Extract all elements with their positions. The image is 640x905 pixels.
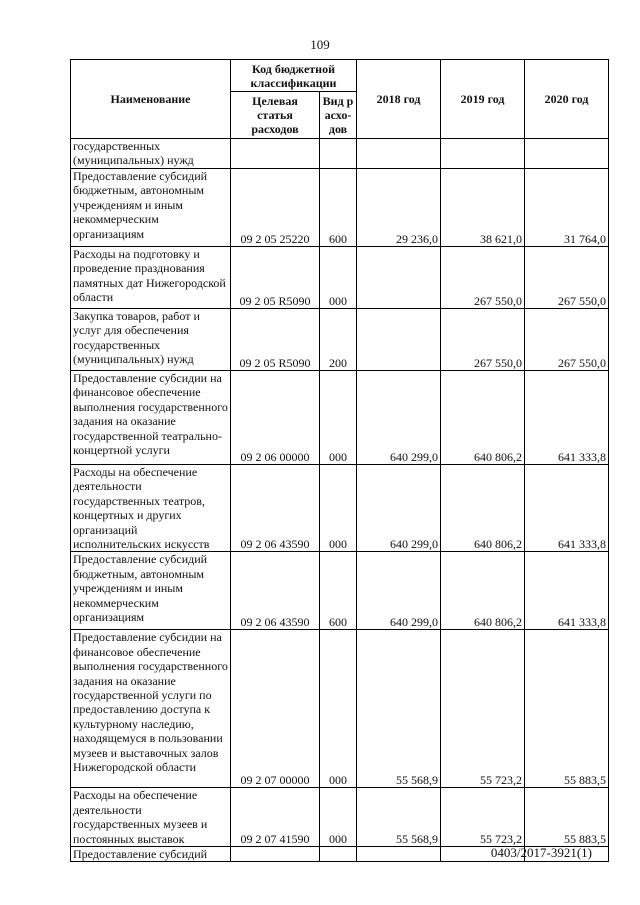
row-expense-type [320, 847, 357, 862]
row-value-2018: 640 299,0 [357, 552, 441, 630]
row-value-2018: 640 299,0 [357, 371, 441, 465]
row-value-2018 [357, 139, 441, 169]
table-row [71, 247, 609, 309]
row-value-2020: 267 550,0 [525, 309, 609, 371]
row-name: Предоставление субсидии на финансовое обеспечение выполнения государственного задания на оказание государственной услуги по предоставлению доступа к культурному наследию, находящемуся в пользовании музеев и выставочных залов Нижегородской области [71, 630, 231, 788]
row-target-code [231, 139, 320, 169]
row-value-2019: 267 550,0 [441, 309, 525, 371]
row-value-2019: 38 621,0 [441, 169, 525, 247]
page-number: 109 [310, 37, 330, 52]
row-value-2020: 641 333,8 [525, 552, 609, 630]
row-target-code: 09 2 06 00000 [231, 371, 320, 465]
table-row [71, 309, 609, 371]
row-value-2019: 640 806,2 [441, 552, 525, 630]
row-expense-type: 000 [320, 371, 357, 465]
row-value-2020: 641 333,8 [525, 465, 609, 552]
header-expense-type: Вид расхо-дов [320, 92, 357, 139]
row-value-2020: 31 764,0 [525, 169, 609, 247]
row-target-code: 09 2 06 43590 [231, 552, 320, 630]
row-name: Предоставление субсидий [71, 847, 231, 862]
row-name: Расходы на обеспечение деятельности государственных театров, концертных и других организаций исполнительских искусств [71, 465, 231, 552]
row-value-2019: 640 806,2 [441, 465, 525, 552]
row-target-code: 09 2 07 41590 [231, 788, 320, 847]
row-expense-type: 000 [320, 247, 357, 309]
header-year-2019: 2019 год [441, 60, 525, 139]
row-target-code: 09 2 07 00000 [231, 630, 320, 788]
row-value-2018 [357, 247, 441, 309]
row-name: Предоставление субсидии на финансовое обеспечение выполнения государственного задания на оказание государственной театрально-концертной услуги [71, 371, 231, 465]
row-target-code: 09 2 05 25220 [231, 169, 320, 247]
row-target-code: 09 2 05 R5090 [231, 247, 320, 309]
header-target-article: Целевая статья расходов [231, 92, 320, 139]
document-code: 0403/2017-3921(1) [490, 845, 592, 860]
table-row [71, 630, 609, 788]
row-value-2020: 641 333,8 [525, 371, 609, 465]
row-name: Расходы на подготовку и проведение празднования памятных дат Нижегородской области [71, 247, 231, 309]
row-name: Расходы на обеспечение деятельности государственных музеев и постоянных выставок [71, 788, 231, 847]
row-value-2018 [357, 309, 441, 371]
row-name: Предоставление субсидий бюджетным, автономным учреждениям и иным некоммерческим организациям [71, 552, 231, 630]
row-value-2019: 55 723,2 [441, 788, 525, 847]
row-target-code [231, 847, 320, 862]
row-expense-type: 600 [320, 552, 357, 630]
table-row [71, 465, 609, 552]
row-name: Предоставление субсидий бюджетным, автономным учреждениям и иным некоммерческим организациям [71, 169, 231, 247]
row-name: Закупка товаров, работ и услуг для обеспечения государственных (муниципальных) нужд [71, 309, 231, 371]
table-row [71, 552, 609, 630]
row-expense-type: 200 [320, 309, 357, 371]
table-row [71, 371, 609, 465]
table-row [71, 169, 609, 247]
header-code-group: Код бюджетной классификации [231, 60, 357, 92]
row-value-2019 [441, 139, 525, 169]
row-target-code: 09 2 05 R5090 [231, 309, 320, 371]
row-value-2018: 29 236,0 [357, 169, 441, 247]
row-expense-type [320, 139, 357, 169]
row-value-2020: 267 550,0 [525, 247, 609, 309]
row-value-2018: 55 568,9 [357, 788, 441, 847]
row-value-2018 [357, 847, 441, 862]
header-year-2020: 2020 год [525, 60, 609, 139]
row-value-2019: 267 550,0 [441, 247, 525, 309]
row-value-2020 [525, 139, 609, 169]
row-value-2019: 640 806,2 [441, 371, 525, 465]
row-name: государственных (муниципальных) нужд [71, 139, 231, 169]
row-value-2018: 640 299,0 [357, 465, 441, 552]
budget-table [70, 59, 609, 862]
row-target-code: 09 2 06 43590 [231, 465, 320, 552]
table-row [71, 139, 609, 169]
table-row [71, 788, 609, 847]
row-value-2018: 55 568,9 [357, 630, 441, 788]
row-expense-type: 000 [320, 630, 357, 788]
row-expense-type: 000 [320, 465, 357, 552]
row-value-2020: 55 883,5 [525, 630, 609, 788]
row-value-2020: 55 883,5 [525, 788, 609, 847]
row-expense-type: 600 [320, 169, 357, 247]
header-year-2018: 2018 год [357, 60, 441, 139]
row-expense-type: 000 [320, 788, 357, 847]
header-name: Наименование [71, 60, 231, 139]
row-value-2019: 55 723,2 [441, 630, 525, 788]
